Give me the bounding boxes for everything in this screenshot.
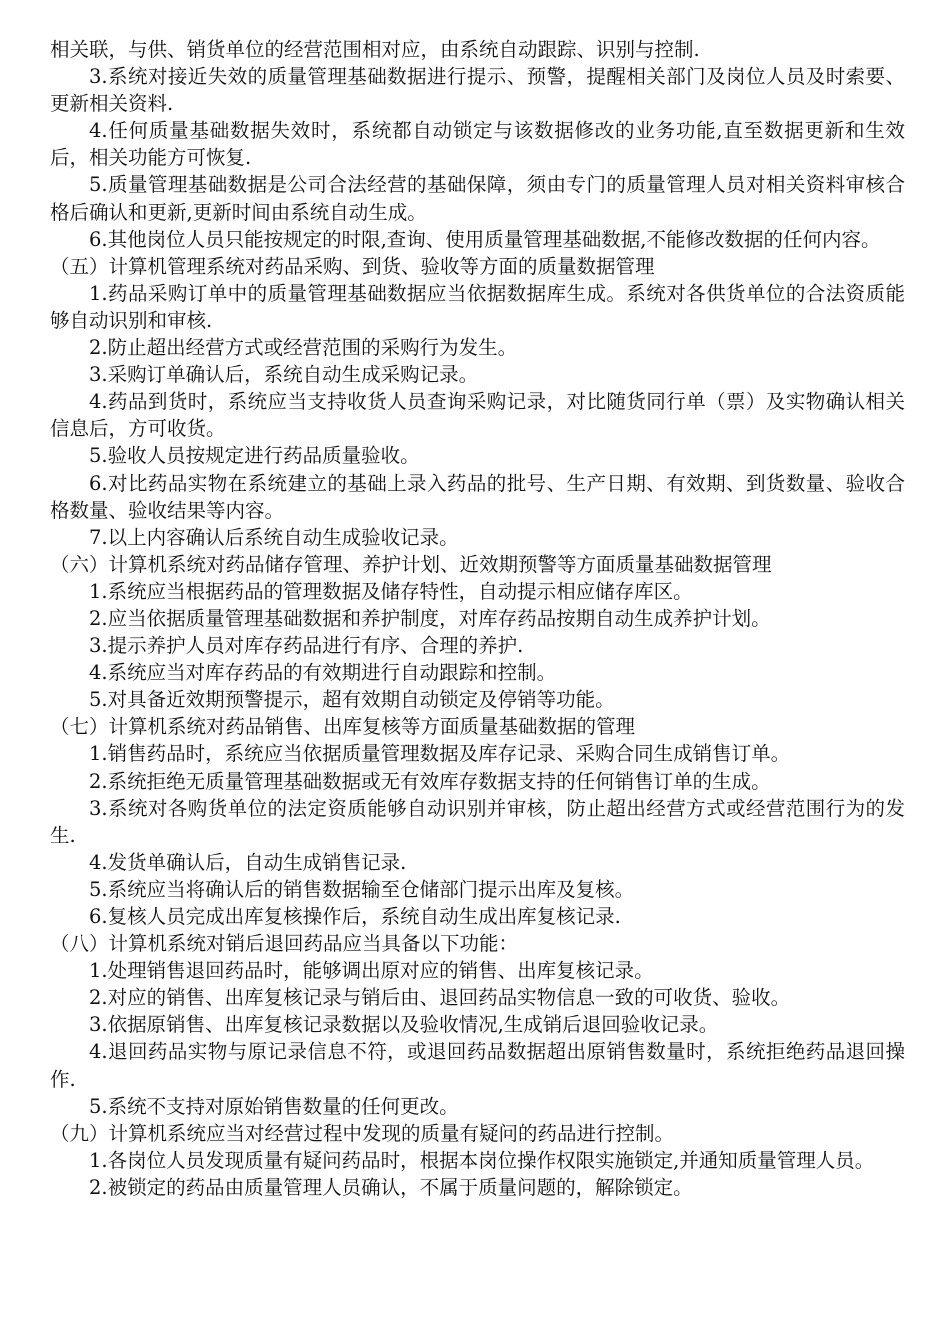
- list-item: 3.依据原销售、出库复核记录数据以及验收情况,生成销后退回验收记录。: [89, 1013, 719, 1037]
- section-heading-8: （八）计算机系统对销后退回药品应当具备以下功能：: [50, 932, 519, 956]
- list-item: 5.验收人员按规定进行药品质量验收。: [89, 444, 420, 468]
- list-item: 4.退回药品实物与原记录信息不符，或退回药品数据超出原销售数量时，系统拒绝药品退回操作.: [50, 1040, 905, 1091]
- list-item: 1.处理销售退回药品时，能够调出原对应的销售、出库复核记录。: [89, 959, 654, 983]
- list-item: 2.对应的销售、出库复核记录与销后由、退回药品实物信息一致的可收货、验收。: [89, 986, 791, 1010]
- list-item: 1.药品采购订单中的质量管理基础数据应当依据数据库生成。系统对各供货单位的合法资质能够自动识别和审核.: [50, 281, 905, 332]
- section-heading-7: （七）计算机系统对药品销售、出库复核等方面质量基础数据的管理: [50, 715, 636, 739]
- list-item: 2.防止超出经营方式或经营范围的采购行为发生。: [89, 336, 518, 360]
- list-item: 6.对比药品实物在系统建立的基础上录入药品的批号、生产日期、有效期、到货数量、验收合格数量、验收结果等内容。: [50, 471, 905, 522]
- paragraph-continuation: 相关联，与供、销货单位的经营范围相对应，由系统自动跟踪、识别与控制.: [50, 38, 700, 61]
- list-item: 3.采购订单确认后，系统自动生成采购记录。: [89, 363, 479, 387]
- list-item: 6.其他岗位人员只能按规定的时限,查询、使用质量管理基础数据,不能修改数据的任何内容。: [89, 227, 881, 251]
- document-page: [50, 36, 905, 1201]
- list-item: 7.以上内容确认后系统自动生成验收记录。: [89, 525, 459, 549]
- list-item: 4.系统应当对库存药品的有效期进行自动跟踪和控制。: [89, 661, 557, 685]
- section-heading-5: （五）计算机管理系统对药品采购、到货、验收等方面的质量数据管理: [50, 254, 655, 278]
- list-item: 2.系统拒绝无质量管理基础数据或无有效库存数据支持的任何销售订单的生成。: [89, 769, 771, 793]
- list-item: 1.各岗位人员发现质量有疑问药品时，根据本岗位操作权限实施锁定,并通知质量管理人员。: [89, 1148, 875, 1172]
- list-item: 5.对具备近效期预警提示，超有效期自动锁定及停销等功能。: [89, 688, 615, 712]
- list-item: 3.系统对接近失效的质量管理基础数据进行提示、预警，提醒相关部门及岗位人员及时索要、更新相关资料.: [50, 65, 905, 116]
- list-item: 1.销售药品时，系统应当依据质量管理数据及库存记录、采购合同生成销售订单。: [89, 742, 791, 766]
- section-heading-9: （九）计算机系统应当对经营过程中发现的质量有疑问的药品进行控制。: [50, 1121, 675, 1145]
- list-item: 2.被锁定的药品由质量管理人员确认，不属于质量问题的，解除锁定。: [89, 1175, 693, 1199]
- list-item: 2.应当依据质量管理基础数据和养护制度，对库存药品按期自动生成养护计划。: [89, 606, 771, 630]
- list-item: 1.系统应当根据药品的管理数据及储存特性，自动提示相应储存库区。: [89, 579, 693, 603]
- list-item: 5.系统不支持对原始销售数量的任何更改。: [89, 1094, 459, 1118]
- list-item: 4.发货单确认后，自动生成销售记录.: [89, 850, 407, 874]
- list-item: 3.系统对各购货单位的法定资质能够自动识别并审核，防止超出经营方式或经营范围行为的发生.: [50, 796, 905, 847]
- list-item: 4.任何质量基础数据失效时，系统都自动锁定与该数据修改的业务功能,直至数据更新和生效后，相关功能方可恢复.: [50, 119, 905, 170]
- list-item: 6.复核人员完成出库复核操作后，系统自动生成出库复核记录.: [89, 905, 621, 928]
- list-item: 5.系统应当将确认后的销售数据输至仓储部门提示出库及复核。: [89, 877, 635, 901]
- list-item: 5.质量管理基础数据是公司合法经营的基础保障，须由专门的质量管理人员对相关资料审核合格后确认和更新,更新时间由系统自动生成。: [50, 173, 905, 224]
- list-item: 4.药品到货时，系统应当支持收货人员查询采购记录，对比随货同行单（票）及实物确认相关信息后，方可收货。: [50, 390, 905, 441]
- list-item: 3.提示养护人员对库存药品进行有序、合理的养护.: [89, 634, 524, 658]
- section-heading-6: （六）计算机系统对药品储存管理、养护计划、近效期预警等方面质量基础数据管理: [50, 552, 772, 576]
